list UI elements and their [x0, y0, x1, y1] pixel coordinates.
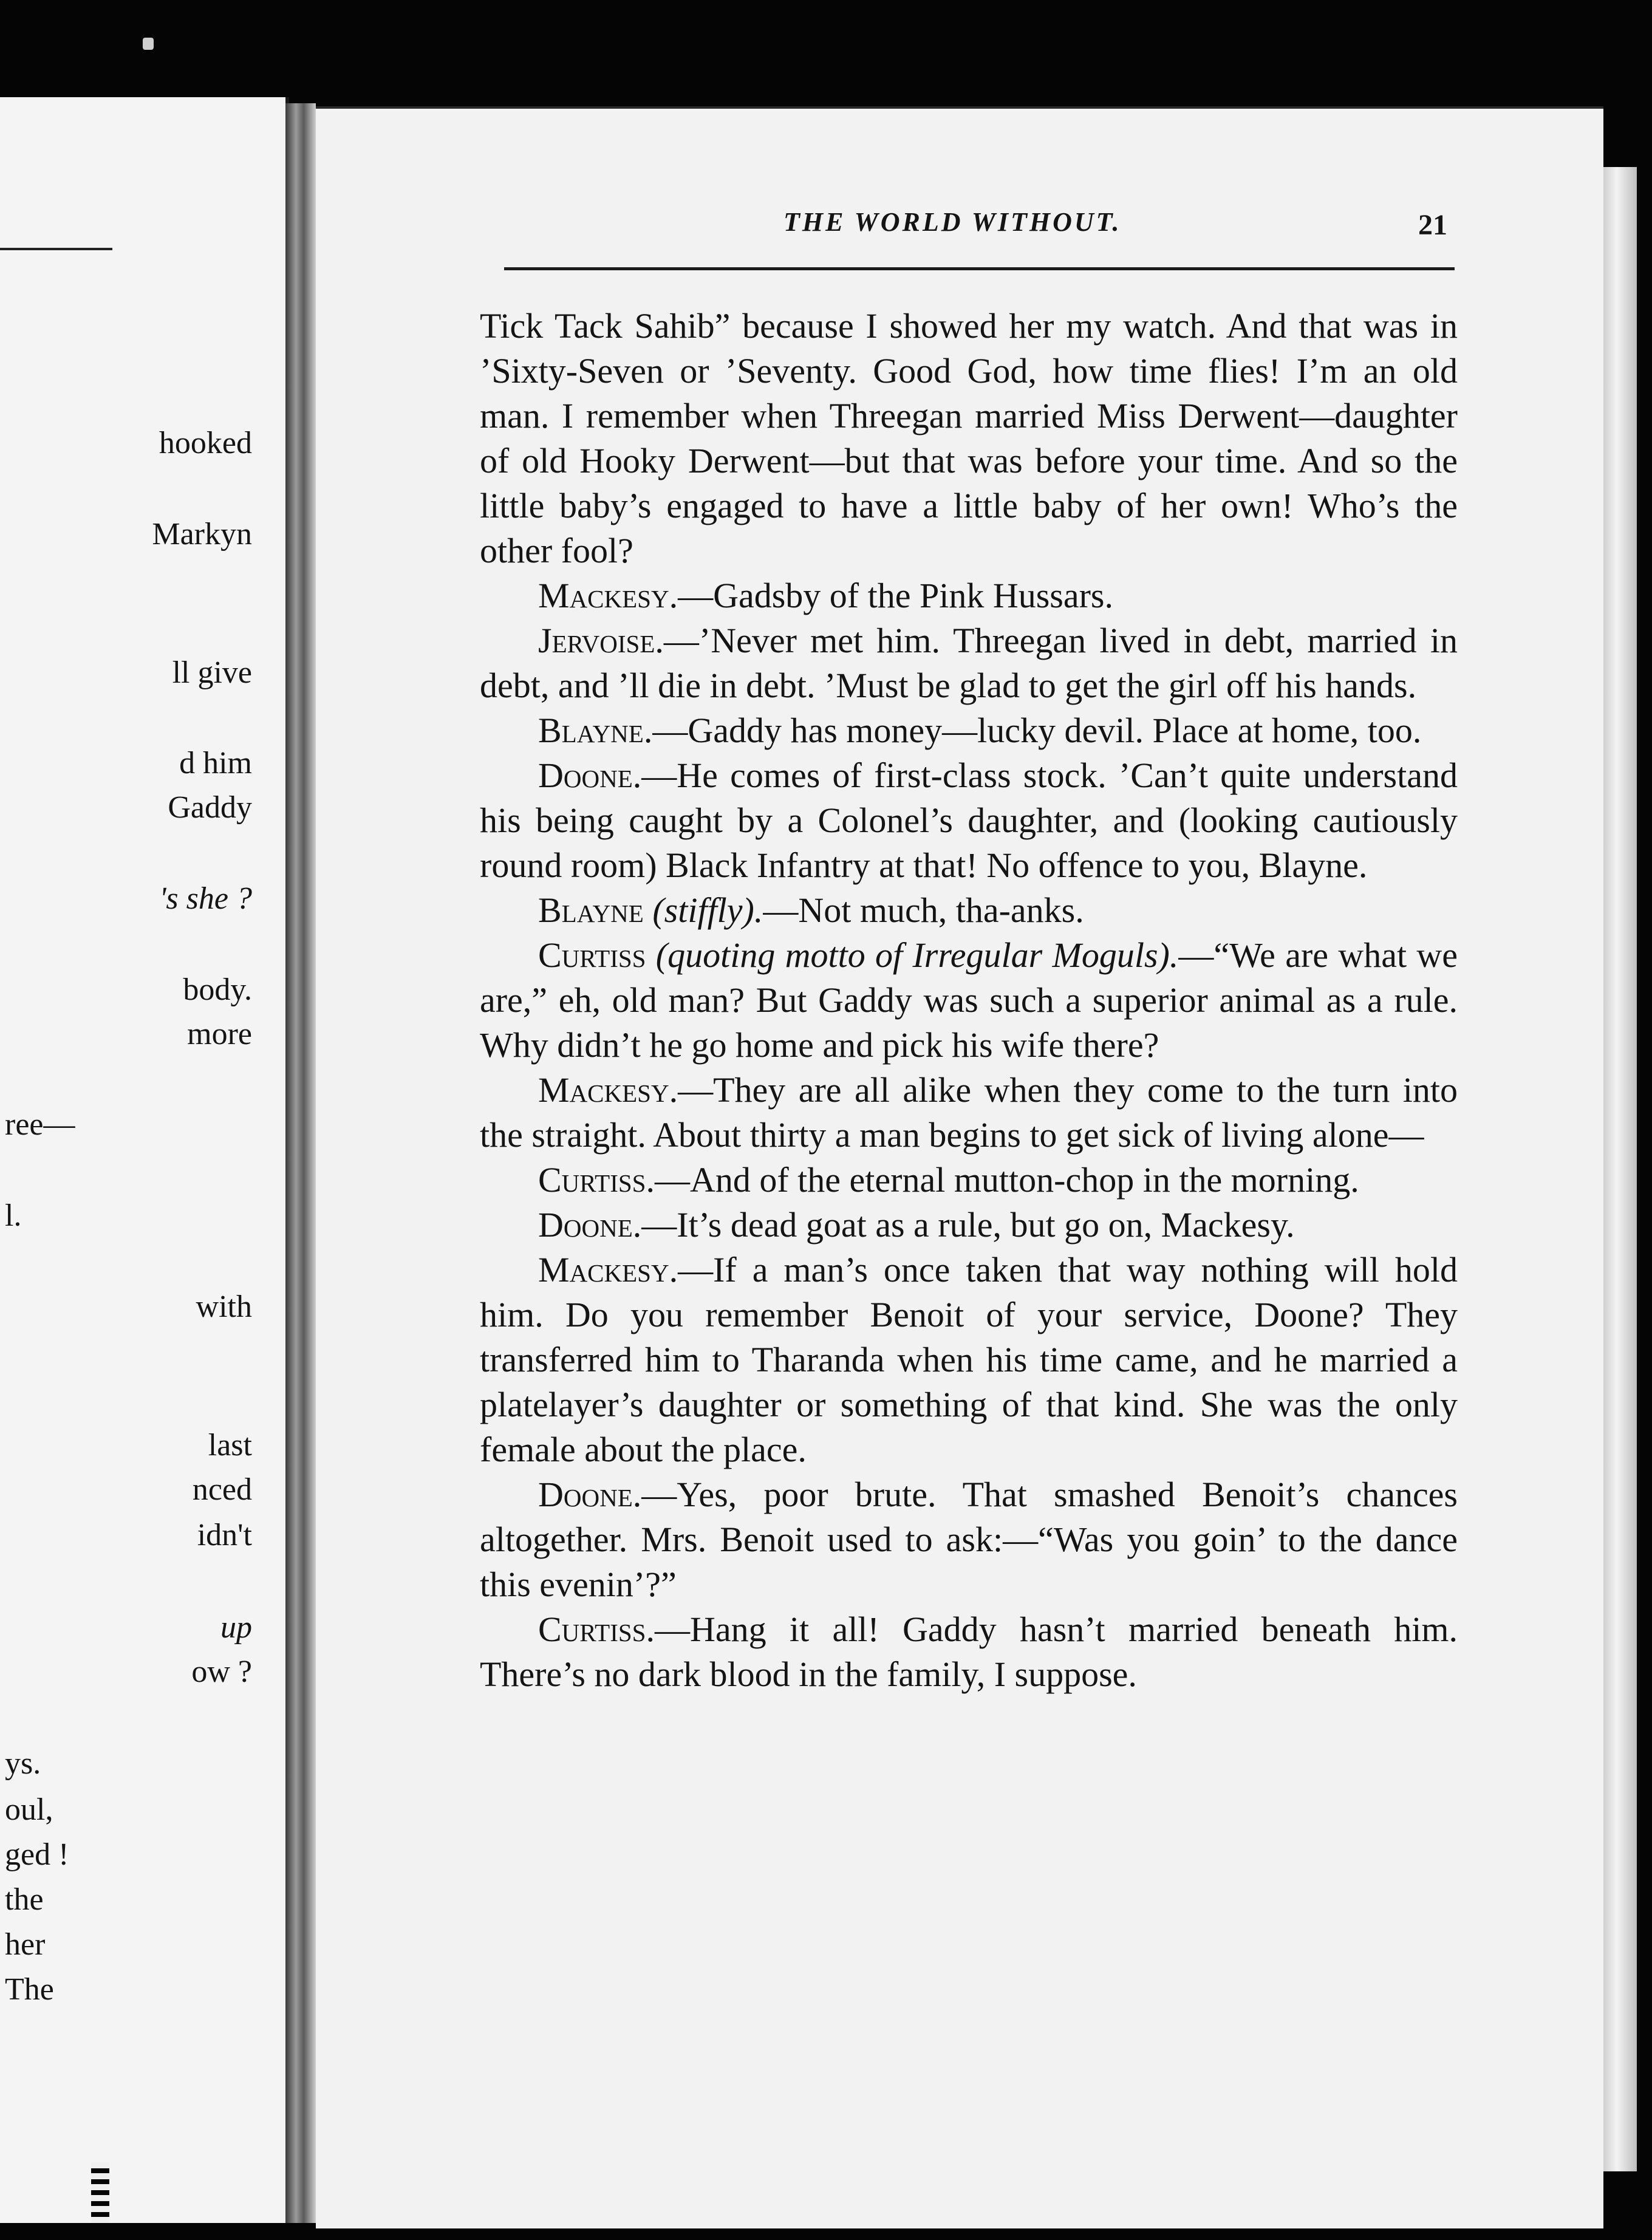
left-fragment: last	[208, 1428, 252, 1463]
paragraph	[480, 573, 1458, 618]
paragraph	[480, 1203, 1458, 1248]
left-fragment: 's she ?	[159, 881, 252, 916]
paragraph	[480, 753, 1458, 888]
page-edge	[1603, 167, 1637, 2171]
left-fragment: with	[196, 1289, 252, 1324]
dialogue-text: —Not much, tha-anks.	[763, 890, 1084, 930]
dialogue-text: —Hang it all! Gaddy hasn’t married beneath him. There’s no dark blood in the family, I suppose.	[480, 1610, 1458, 1694]
left-fragment: The	[5, 1972, 54, 2007]
paragraph	[480, 933, 1458, 1068]
left-fragment: ll give	[172, 655, 252, 690]
scan-speck	[143, 38, 154, 50]
dialogue-text: —He comes of first-class stock. ’Can’t quite understand his being caught by a Colonel’s daughter, and (looking cautiously round room) Black Infantry at that! No offence to you, Blayne.	[480, 756, 1458, 885]
scan-edge-mark	[91, 2162, 109, 2223]
dialogue-text: —If a man’s once taken that way nothing will hold him. Do you remember Benoit of your service, Doone? They transferred him to Tharanda when his time came, and he married a platelayer’s daughter or something of that kind. She was the only female about the place.	[480, 1250, 1458, 1469]
left-fragment: her	[5, 1927, 46, 1962]
paragraph	[480, 1158, 1458, 1203]
paragraph	[480, 1607, 1458, 1697]
left-fragment: hooked	[159, 426, 252, 460]
left-fragment: Markyn	[152, 517, 252, 551]
left-page-rule	[0, 248, 112, 250]
dialogue-text: —Gaddy has money—lucky devil. Place at home, too.	[652, 711, 1422, 750]
dialogue-text: —It’s dead goat as a rule, but go on, Mackesy.	[641, 1205, 1295, 1245]
left-fragment: up	[220, 1610, 252, 1645]
paragraph	[480, 618, 1458, 708]
paragraph	[480, 708, 1458, 753]
speaker-name: Blayne.	[538, 711, 653, 750]
paragraph	[480, 304, 1458, 573]
paragraph	[480, 1248, 1458, 1472]
page-number: 21	[1418, 209, 1447, 241]
left-fragment: nced	[192, 1472, 252, 1507]
stage-direction: (quoting motto of Irregular Moguls).	[655, 935, 1179, 975]
speaker-name: Mackesy.	[538, 1250, 678, 1289]
paragraph	[480, 1068, 1458, 1158]
left-fragment: d him	[179, 746, 252, 780]
stage-direction: (stiffly).	[652, 890, 763, 930]
dialogue-text: —Yes, poor brute. That smashed Benoit’s chances altogether. Mrs. Benoit used to ask:—“Was you goin’ to the dance this evenin’?”	[480, 1475, 1458, 1604]
paragraph	[480, 888, 1458, 933]
speaker-name: Curtiss.	[538, 1610, 655, 1649]
dialogue-text: —“We are what we are,” eh, old man? But Gaddy was such a superior animal as a rule. Why didn’t he go home and pick his wife there?	[480, 935, 1458, 1065]
left-fragment: idn't	[197, 1518, 252, 1552]
left-fragment: Gaddy	[168, 790, 252, 825]
speaker-name: Curtiss	[538, 935, 646, 975]
running-head: THE WORLD WITHOUT.	[783, 207, 1122, 237]
dialogue-text: —They are all alike when they come to the turn into the straight. About thirty a man begins to get sick of living alone—	[480, 1070, 1458, 1155]
left-fragment: ged !	[5, 1837, 69, 1872]
paragraph	[480, 1472, 1458, 1607]
dialogue-text: Tick Tack Sahib” because I showed her my watch. And that was in ’Sixty-Seven or ’Seventy. Good God, how time flies! I’m an old man. I remember when Threegan married Miss Derwent—daughter of old Hooky Derwent—but that was before your time. And so the little baby’s engaged to have a little baby of her own! Who’s the other fool?	[480, 306, 1458, 570]
dialogue-text: —And of the eternal mutton-chop in the morning.	[654, 1160, 1359, 1200]
speaker-name: Jervoise.	[538, 621, 664, 660]
speaker-name: Mackesy.	[538, 1070, 678, 1110]
speaker-name: Curtiss.	[538, 1160, 655, 1200]
left-fragment: more	[187, 1017, 252, 1051]
left-fragment: l.	[5, 1198, 22, 1233]
body-text	[480, 304, 1458, 1697]
left-fragment: ys.	[5, 1746, 41, 1781]
speaker-name: Doone.	[538, 1475, 642, 1514]
left-fragment: oul,	[5, 1792, 53, 1827]
speaker-name: Doone.	[538, 1205, 642, 1245]
dialogue-text: —Gadsby of the Pink Hussars.	[678, 576, 1113, 615]
left-page	[0, 97, 289, 2223]
left-fragment: ree—	[5, 1107, 75, 1142]
speaker-name: Mackesy.	[538, 576, 678, 615]
left-fragment: ow ?	[191, 1654, 252, 1689]
speaker-name: Doone.	[538, 756, 642, 795]
dialogue-text: —’Never met him. Threegan lived in debt, married in debt, and ’ll die in debt. ’Must be glad to get the girl off his hands.	[480, 621, 1458, 705]
left-fragment: body.	[183, 972, 252, 1007]
book-gutter	[285, 103, 316, 2223]
speaker-name: Blayne	[538, 890, 644, 930]
header-rule	[504, 267, 1455, 270]
left-fragment: the	[5, 1882, 44, 1917]
